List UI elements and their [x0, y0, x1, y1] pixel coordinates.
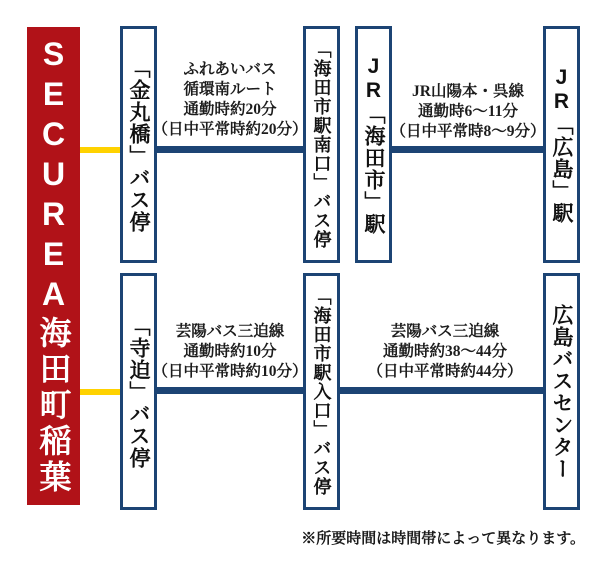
route-line: （日中平常時約44分） [367, 363, 523, 380]
route-line: 芸陽バス三迫線 [390, 323, 500, 340]
route-info-jr-sanyo-kure-line [366, 82, 570, 142]
connector-line-geiyo-bus-2 [340, 387, 543, 394]
route-line: ふれあいバス [183, 61, 277, 78]
brand-name: SECUREA海田町稲葉 [35, 36, 72, 496]
route-line: （日中平常時約10分） [152, 363, 308, 380]
connector-line-jr [392, 146, 543, 153]
station-jr-kaitaichi-label: JR「海田市」駅 [362, 54, 385, 235]
connector-line-geiyo-bus-1 [157, 387, 303, 394]
stop-terasako [120, 273, 157, 510]
route-line: JR山陽本・呉線 [412, 83, 524, 100]
station-jr-hiroshima [543, 26, 580, 263]
route-line: 循環南ルート [183, 81, 277, 98]
station-jr-kaitaichi [355, 26, 392, 263]
route-info-geiyo-bus-sanzako-1 [132, 322, 328, 382]
route-line: 芸陽バス三迫線 [175, 323, 285, 340]
route-line: 通勤時約10分 [183, 343, 277, 360]
route-info-geiyo-bus-sanzako-2 [340, 322, 550, 382]
route-line: 通勤時約20分 [183, 101, 277, 118]
footnote-travel-time-disclaimer: ※所要時間は時間帯によって異なります。 [301, 531, 585, 547]
access-line-yellow-top [80, 147, 120, 153]
route-line: （日中平常時約20分） [152, 121, 308, 138]
route-line: （日中平常時8〜9分） [390, 123, 546, 140]
access-line-yellow-bottom [80, 389, 120, 395]
route-info-fureai-bus [132, 60, 328, 140]
stop-kanemarubashi-label: 「金丸橋」バス停 [127, 56, 150, 233]
stop-kaitaichi-eki-iriguchi-label: 「海田市駅入口」バス停 [311, 287, 332, 496]
connector-line-fureai-bus [157, 146, 303, 153]
station-jr-hiroshima-label: JR「広島」駅 [550, 65, 573, 224]
stop-terasako-label: 「寺迫」バス停 [127, 314, 150, 469]
route-line: 通勤時約38〜44分 [382, 343, 507, 360]
terminal-hiroshima-bus-center [543, 273, 580, 510]
terminal-hiroshima-bus-center-label: 広島バスセンター [550, 303, 573, 480]
route-line: 通勤時6〜11分 [418, 103, 518, 120]
stop-kaitaichi-eki-iriguchi [303, 273, 340, 510]
stop-kaitaichi-eki-minamiguchi-label: 「海田市駅南口」バス停 [311, 40, 332, 249]
brand-banner [27, 27, 80, 505]
